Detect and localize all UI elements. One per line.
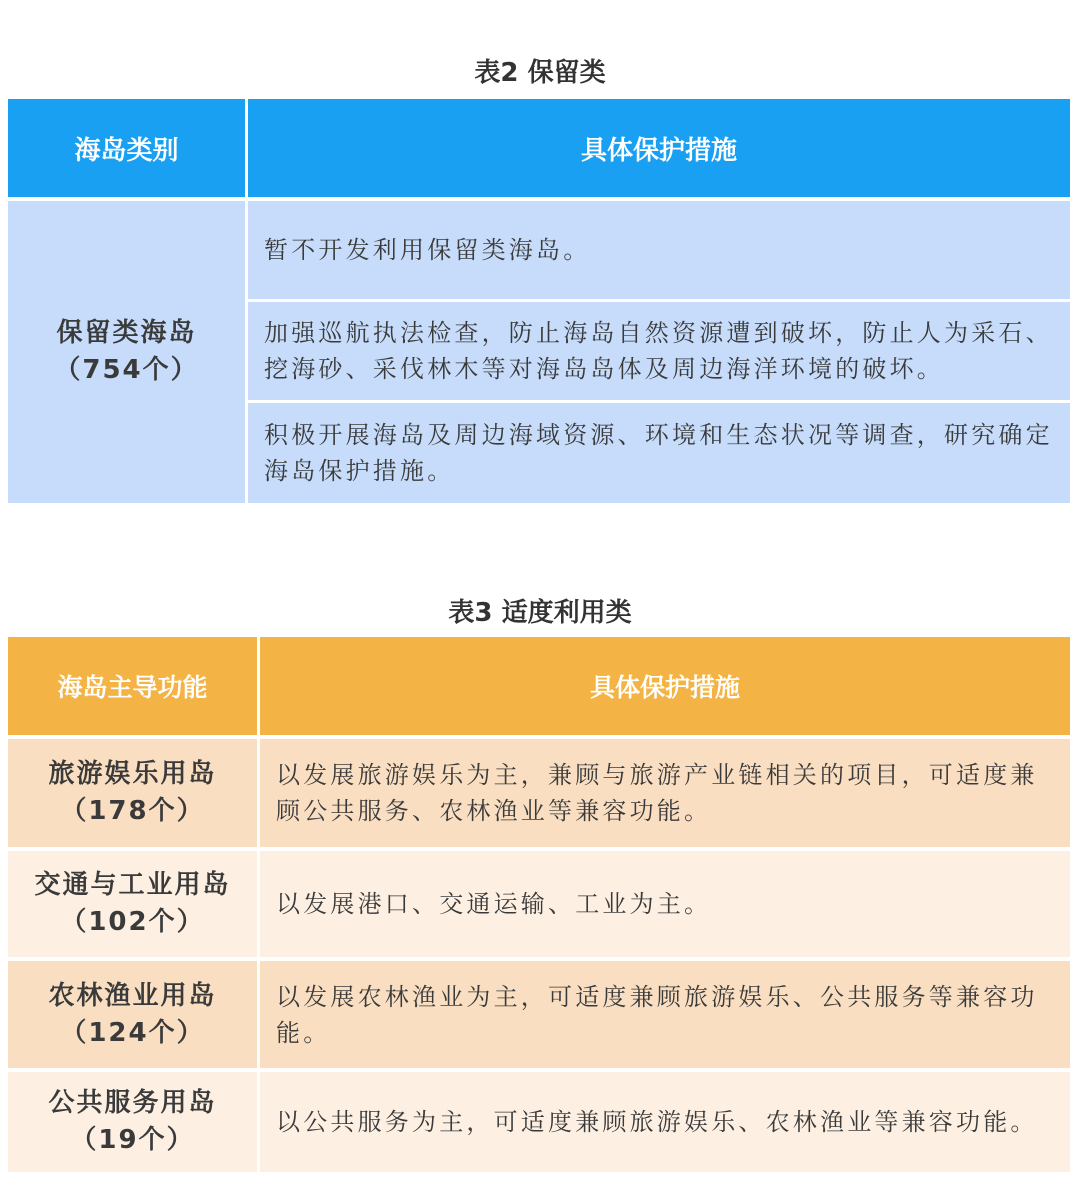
table3-row-function-cell: [8, 961, 257, 1068]
table3-row-function-cell: [8, 851, 257, 957]
table3-row-function-cell: [8, 1072, 257, 1172]
table2-category-cell: [8, 201, 245, 503]
table3-row-name: 交通与工业用岛: [34, 870, 231, 900]
table3-row-count: （19个）: [70, 1125, 195, 1155]
table3-row-measure-cell: [260, 961, 1070, 1068]
table3-header-measures: 具体保护措施: [260, 637, 1070, 735]
table3-row-function-cell: [8, 739, 257, 847]
table2-caption: 表2 保留类: [474, 58, 606, 88]
table2-header-measures: 具体保护措施: [248, 99, 1070, 197]
table3-row-count: （124个）: [60, 1017, 205, 1048]
table3-row-count: （178个）: [60, 796, 205, 826]
table3-caption: 表3 适度利用类: [448, 598, 632, 628]
table3-row-name: 农林渔业用岛: [48, 980, 217, 1011]
table2-measure-text: 暂不开发利用保留类海岛。: [264, 236, 591, 264]
table3-row-name: 公共服务用岛: [48, 1088, 217, 1118]
table3-row-measure: 以公共服务为主，可适度兼顾旅游娱乐、农林渔业等兼容功能。: [276, 1108, 1038, 1136]
table2-header-category: 海岛类别: [8, 99, 245, 197]
table3-row-name: 旅游娱乐用岛: [48, 759, 217, 789]
table3-row-measure-cell: [260, 851, 1070, 957]
table3-header-function: 海岛主导功能: [8, 637, 257, 735]
table2-measure-text: 加强巡航执法检查，防止海岛自然资源遭到破坏，防止人为采石、挖海砂、采伐林木等对海岛岛体及周边海洋环境的破坏。: [264, 319, 1053, 383]
table2-measure-cell: [248, 302, 1070, 400]
table2-measure-cell: [248, 201, 1070, 299]
table3-row-measure-cell: [260, 1072, 1070, 1172]
table3-row-measure: 以发展港口、交通运输、工业为主。: [276, 890, 712, 918]
table2-measure-cell: [248, 403, 1070, 503]
table3-row-measure: 以发展农林渔业为主，可适度兼顾旅游娱乐、公共服务等兼容功能。: [276, 982, 1038, 1047]
table3-row-count: （102个）: [60, 907, 205, 937]
table2-category-name: 保留类海岛: [56, 318, 197, 348]
table3-row-measure-cell: [260, 739, 1070, 847]
table2-measure-text: 积极开展海岛及周边海域资源、环境和生态状况等调查，研究确定海岛保护措施。: [264, 421, 1053, 485]
table2-category-count: （754个）: [54, 355, 199, 385]
table3-row-measure: 以发展旅游娱乐为主，兼顾与旅游产业链相关的项目，可适度兼顾公共服务、农林渔业等兼容功能。: [276, 761, 1038, 825]
